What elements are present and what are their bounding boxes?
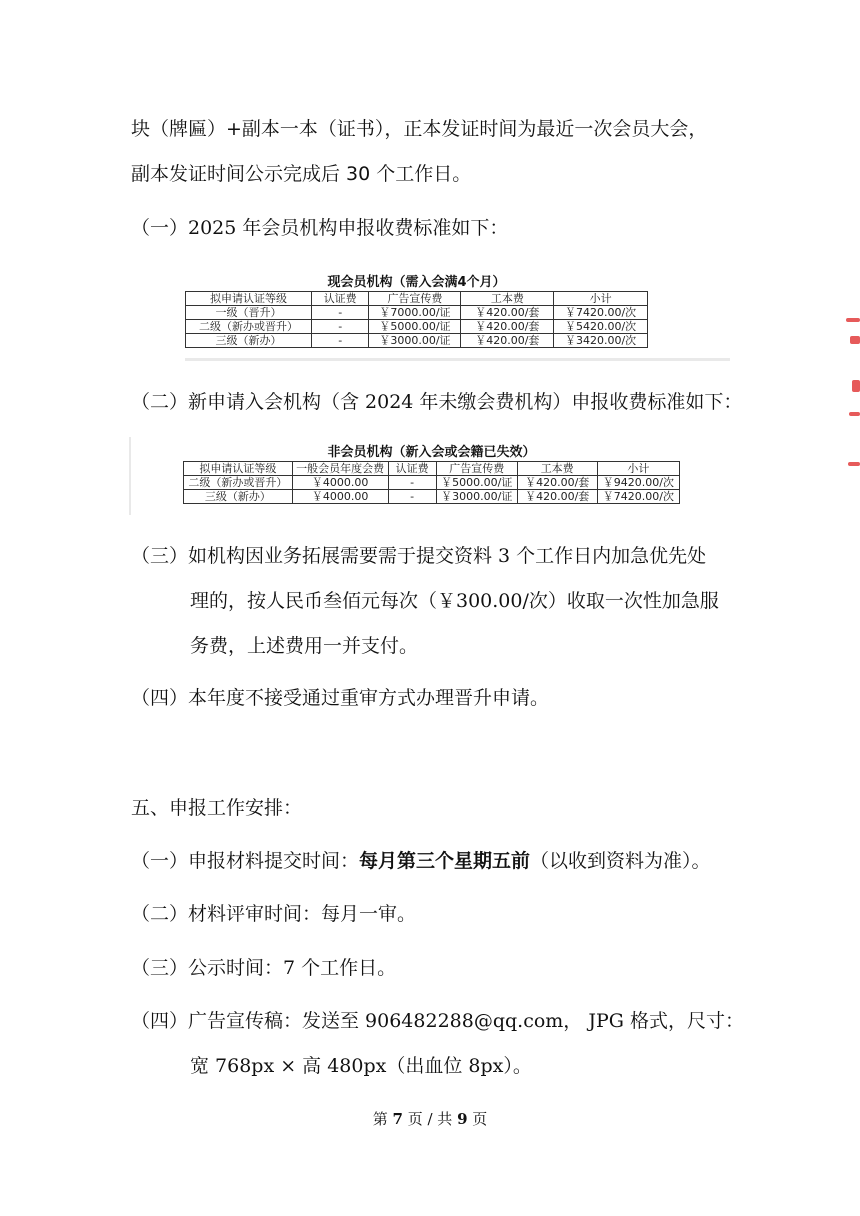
schedule-item-1-prefix: （一）申报材料提交时间： — [131, 850, 360, 872]
table-cell: ￥3420.00/次 — [554, 334, 648, 348]
table-cell: 一级（晋升） — [186, 306, 312, 320]
table-cell: - — [388, 476, 436, 490]
table-cell: 二级（新办或晋升） — [184, 476, 293, 490]
table2-header-cell: 一般会员年度会费 — [292, 462, 388, 476]
schedule-item-2: （二）材料评审时间：每月一审。 — [131, 903, 417, 925]
fee-item-4: （四）本年度不接受通过重审方式办理晋升申请。 — [131, 687, 550, 709]
fee-item-2: （二）新申请入会机构（含 2024 年未缴会费机构）申报收费标准如下： — [131, 391, 743, 413]
footer-total-pages: 9 — [457, 1110, 468, 1128]
table-row — [186, 334, 648, 348]
fee-item-3-line-1: （三）如机构因业务拓展需要需于提交资料 3 个工作日内加急优先处 — [131, 545, 707, 567]
schedule-item-4-line-1: （四）广告宣传稿：发送至 906482288@qq.com， JPG 格式，尺寸： — [131, 1010, 744, 1032]
footer-middle: 页 / 共 — [407, 1110, 453, 1128]
table1-header-cell: 工本费 — [461, 292, 554, 306]
table-cell: - — [311, 320, 368, 334]
table2-title: 非会员机构（新入会或会籍已失效） — [327, 445, 536, 460]
table-cell: ￥7420.00/次 — [554, 306, 648, 320]
table-cell: ￥7420.00/次 — [597, 490, 679, 504]
table1-container — [185, 275, 648, 348]
table-cell: ￥420.00/套 — [517, 490, 597, 504]
table1-header-cell: 小计 — [554, 292, 648, 306]
schedule-item-3: （三）公示时间：7 个工作日。 — [131, 957, 397, 979]
table2-header-row — [184, 462, 680, 476]
table-cell: ￥7000.00/证 — [369, 306, 461, 320]
table-cell: 三级（新办） — [186, 334, 312, 348]
table1-scan-shadow — [185, 358, 730, 361]
footer-suffix: 页 — [472, 1110, 488, 1128]
page-footer — [0, 1108, 860, 1129]
section-heading: 五、申报工作安排： — [131, 797, 303, 819]
schedule-item-1-deadline: 每月第三个星期五前 — [359, 850, 531, 872]
table-cell: ￥9420.00/次 — [597, 476, 679, 490]
seal-fragment-mark — [852, 380, 860, 392]
fee-item-3-line-3: 务费，上述费用一并支付。 — [190, 635, 419, 657]
footer-page-number: 7 — [392, 1110, 403, 1128]
footer-prefix: 第 — [372, 1110, 388, 1128]
table-cell: ￥420.00/套 — [461, 334, 554, 348]
table-cell: ￥5000.00/证 — [369, 320, 461, 334]
seal-fragment-mark — [850, 336, 860, 344]
table-cell: ￥420.00/套 — [461, 306, 554, 320]
seal-fragment-mark — [846, 318, 860, 322]
seal-fragment-mark — [848, 462, 860, 466]
table2-scan-shadow — [129, 437, 131, 515]
table-cell: 二级（新办或晋升） — [186, 320, 312, 334]
table-cell: 三级（新办） — [184, 490, 293, 504]
schedule-item-4-line-2: 宽 768px × 高 480px（出血位 8px）。 — [190, 1055, 532, 1077]
table1-header-cell: 广告宣传费 — [369, 292, 461, 306]
intro-line-1: 块（牌匾）+副本一本（证书），正本发证时间为最近一次会员大会， — [131, 118, 708, 140]
table1-header-cell: 认证费 — [311, 292, 368, 306]
table-row — [184, 476, 680, 490]
table2-container — [183, 445, 680, 504]
fee-item-3-line-2: 理的，按人民币叁佰元每次（￥300.00/次）收取一次性加急服 — [190, 590, 719, 612]
table-row — [186, 306, 648, 320]
table-cell: ￥3000.00/证 — [436, 490, 517, 504]
table1-header-cell: 拟申请认证等级 — [186, 292, 312, 306]
table-cell: ￥4000.00 — [292, 490, 388, 504]
table-cell: - — [311, 306, 368, 320]
table-cell: - — [388, 490, 436, 504]
table-cell: - — [311, 334, 368, 348]
table-cell: ￥420.00/套 — [517, 476, 597, 490]
table2-header-cell: 广告宣传费 — [436, 462, 517, 476]
table-cell: ￥420.00/套 — [461, 320, 554, 334]
schedule-item-1 — [131, 848, 711, 874]
table1-header-row — [186, 292, 648, 306]
fee-item-1: （一）2025 年会员机构申报收费标准如下： — [131, 217, 509, 239]
table2-header-cell: 认证费 — [388, 462, 436, 476]
table1-title: 现会员机构（需入会满4个月） — [327, 275, 506, 290]
table2 — [183, 461, 680, 504]
seal-fragment-mark — [849, 412, 860, 416]
table2-header-cell: 工本费 — [517, 462, 597, 476]
table-row — [186, 320, 648, 334]
table2-header-cell: 拟申请认证等级 — [184, 462, 293, 476]
table2-header-cell: 小计 — [597, 462, 679, 476]
table-cell: ￥5000.00/证 — [436, 476, 517, 490]
table-cell: ￥3000.00/证 — [369, 334, 461, 348]
table-cell: ￥4000.00 — [292, 476, 388, 490]
intro-line-2: 副本发证时间公示完成后 30 个工作日。 — [131, 163, 472, 185]
schedule-item-1-suffix: （以收到资料为准）。 — [530, 850, 711, 872]
table-row — [184, 490, 680, 504]
table-cell: ￥5420.00/次 — [554, 320, 648, 334]
table1 — [185, 291, 648, 348]
